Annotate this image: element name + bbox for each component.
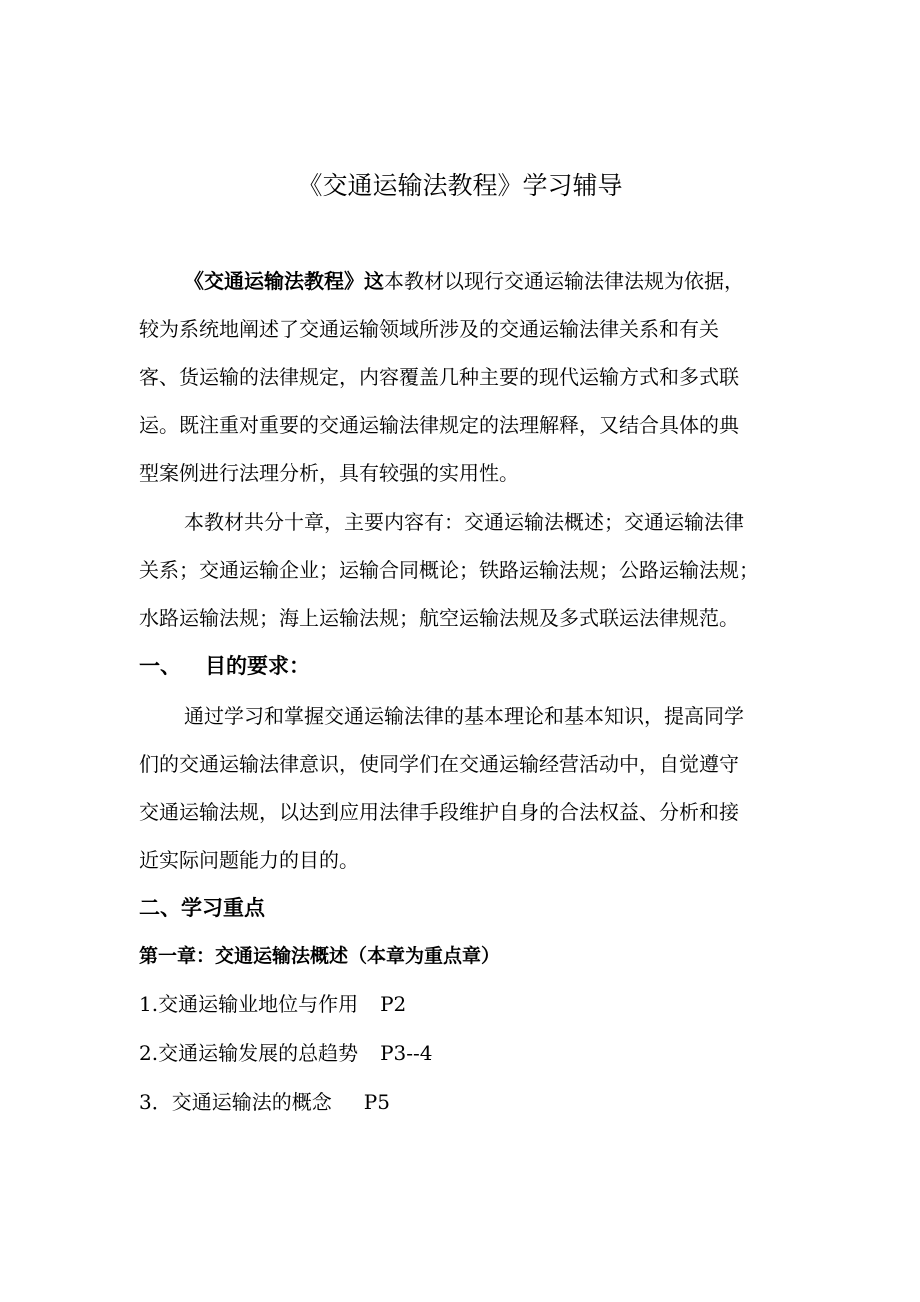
list-item — [139, 989, 406, 1019]
intro-line-1 — [184, 266, 744, 296]
list-item — [139, 1038, 433, 1068]
objectives-line-3: 交通运输法规，以达到应用法律手段维护自身的合法权益、分析和接 — [139, 800, 739, 824]
intro-line-4: 运。既注重对重要的交通运输法律规定的法理解释，又结合具体的典 — [139, 413, 739, 437]
objectives-line-4: 近实际问题能力的目的。 — [139, 848, 359, 872]
section-1-number: 一、 — [139, 654, 181, 678]
intro-line-3: 客、货运输的法律规定，内容覆盖几种主要的现代运输方式和多式联 — [139, 365, 739, 389]
intro-line-2: 较为系统地阐述了交通运输领域所涉及的交通运输法律关系和有关 — [139, 317, 719, 341]
chapter-1-heading: 第一章：交通运输法概述（本章为重点章） — [139, 945, 501, 967]
list-item-page: P5 — [363, 1090, 390, 1114]
list-item-label: 1.交通运输业地位与作用 — [139, 992, 359, 1016]
list-item — [139, 1087, 390, 1117]
list-item-label: 3．交通运输法的概念 — [139, 1090, 332, 1114]
contents-line-2: 关系；交通运输企业；运输合同概论；铁路运输法规；公路运输法规； — [139, 558, 759, 582]
list-item-page: P2 — [380, 992, 407, 1016]
document-title: 《交通运输法教程》学习辅导 — [297, 171, 623, 200]
section-2-heading: 二、学习重点 — [139, 896, 265, 920]
objectives-line-2: 们的交通运输法律意识，使同学们在交通运输经营活动中，自觉遵守 — [139, 752, 739, 776]
section-1-title: 目的要求： — [205, 654, 310, 678]
intro-line-1-text: 本教材以现行交通运输法律法规为依据， — [384, 269, 744, 293]
objectives-line-1: 通过学习和掌握交通运输法律的基本理论和基本知识，提高同学 — [184, 704, 744, 728]
list-item-label: 2.交通运输发展的总趋势 — [139, 1041, 359, 1065]
intro-line-5: 型案例进行法理分析，具有较强的实用性。 — [139, 461, 519, 485]
intro-bold-lead: 《交通运输法教程》这 — [184, 269, 384, 293]
section-1-heading — [139, 650, 310, 682]
contents-line-1: 本教材共分十章，主要内容有：交通运输法概述；交通运输法律 — [184, 510, 744, 534]
contents-line-3: 水路运输法规；海上运输法规；航空运输法规及多式联运法律规范。 — [139, 606, 739, 630]
list-item-page: P3--4 — [380, 1041, 433, 1065]
